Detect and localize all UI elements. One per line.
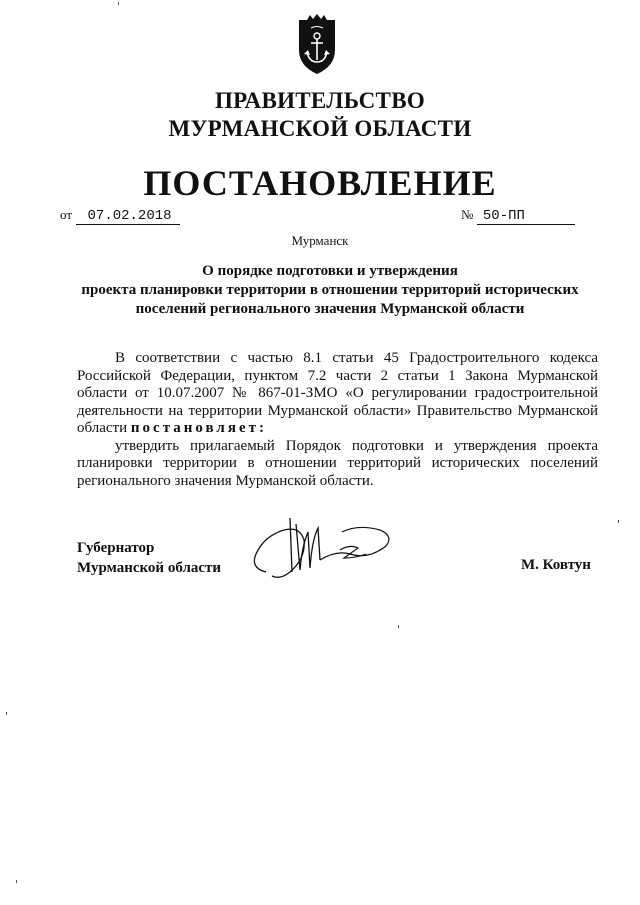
scan-speck [16, 880, 17, 883]
body-paragraph-1 [77, 350, 598, 438]
document-date [60, 207, 180, 225]
date-prefix: от [60, 207, 73, 222]
paragraph-1-text: В соответствии с частью 8.1 статьи 45 Градостроительного кодекса Российской Федерации, пунктом 7.2 части 2 статьи 1 Закона Мурманской области от 10.07.2007 № 867-01-ЗМО «О регулировании градостроительной деятельности на территории Мурманской области» Правительство Мурманской области [77, 350, 598, 436]
body-paragraph-2: утвердить прилагаемый Порядок подготовки и утверждения проекта планировки территории в отношении территорий исторических поселений регионального значения Мурманской области. [77, 437, 598, 489]
title-line2: проекта планировки территории в отношении территорий исторических [81, 282, 579, 298]
scan-speck [118, 2, 119, 5]
number-prefix: № [461, 207, 474, 222]
signatory-name: М. Ковтун [521, 557, 591, 573]
scan-speck [6, 712, 7, 715]
organization-name-line1: ПРАВИТЕЛЬСТВО [214, 88, 426, 113]
position-line1: Губернатор [77, 540, 155, 556]
scan-speck [398, 625, 399, 628]
decree-word: постановляет: [130, 420, 267, 436]
coat-of-arms-emblem [293, 14, 341, 76]
position-line2: Мурманской области [77, 560, 222, 576]
document-title [60, 262, 600, 319]
signatory-position [77, 538, 221, 578]
handwritten-signature [246, 510, 396, 590]
document-body [77, 350, 598, 490]
number-value: 50-ПП [477, 208, 575, 225]
organization-name-line2: МУРМАНСКОЙ ОБЛАСТИ [168, 116, 472, 141]
document-type-heading: ПОСТАНОВЛЕНИЕ [143, 163, 497, 203]
city-name: Мурманск [291, 233, 349, 248]
date-value: 07.02.2018 [76, 208, 180, 225]
document-number [461, 207, 575, 225]
title-line1: О порядке подготовки и утверждения [202, 263, 458, 279]
scan-speck [618, 520, 619, 523]
title-line3: поселений регионального значения Мурманской области [135, 301, 525, 317]
